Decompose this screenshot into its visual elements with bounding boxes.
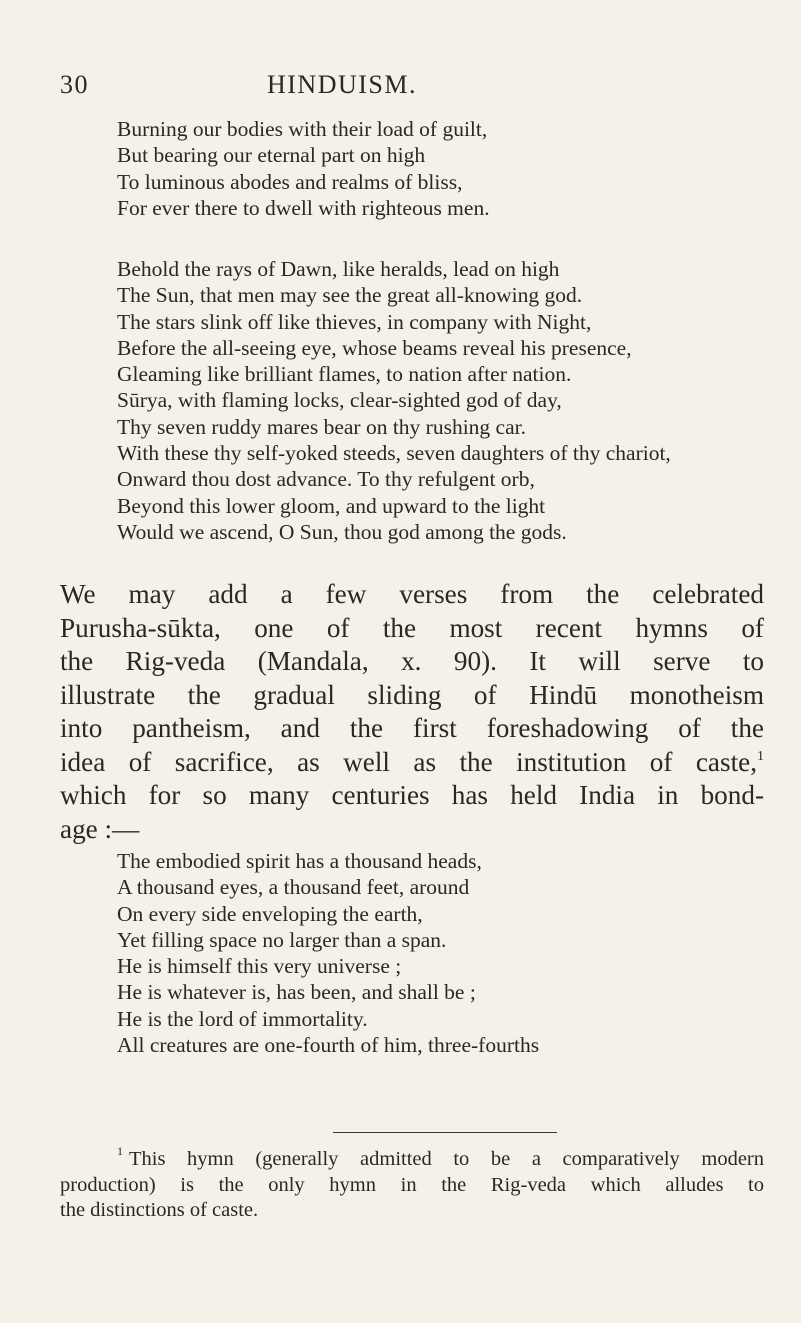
- verse-line: Sūrya, with flaming locks, clear-sighted god of day,: [117, 388, 562, 413]
- verse-line: For ever there to dwell with righteous men.: [117, 195, 490, 220]
- footnote-line: [117, 1144, 764, 1173]
- verse-line: On every side enveloping the earth,: [117, 901, 423, 926]
- footnote-text: This hymn (generally admitted to be a comparatively modern: [129, 1148, 764, 1170]
- paragraph-line: which for so many centuries has held India in bond-: [60, 780, 764, 810]
- footnote-reference[interactable]: 1: [757, 748, 764, 764]
- verse-stanza-1: [117, 116, 490, 221]
- verse-line: He is the lord of immortality.: [117, 1006, 368, 1031]
- verse-line: A thousand eyes, a thousand feet, around: [117, 875, 470, 900]
- verse-line: The stars slink off like thieves, in company with Night,: [117, 309, 592, 334]
- verse-line: Burning our bodies with their load of guilt,: [117, 117, 488, 141]
- paragraph-line-text: idea of sacrifice, as well as the institution of caste,: [60, 746, 757, 777]
- verse-line: To luminous abodes and realms of bliss,: [117, 169, 463, 194]
- footnote-line: the distinctions of caste.: [60, 1199, 259, 1221]
- running-title: HINDUISM.: [267, 70, 417, 99]
- verse-line: The embodied spirit has a thousand heads,: [117, 849, 482, 873]
- verse-line: Thy seven ruddy mares bear on thy rushing car.: [117, 414, 526, 439]
- verse-stanza-2: [117, 256, 671, 545]
- verse-line: Onward thou dost advance. To thy refulgent orb,: [117, 467, 535, 492]
- page-number: 30: [60, 70, 89, 99]
- paragraph-line: into pantheism, and the first foreshadowing of the: [60, 713, 764, 743]
- verse-line: But bearing our eternal part on high: [117, 143, 426, 168]
- footnote-marker: 1: [117, 1144, 123, 1158]
- verse-line: Before the all-seeing eye, whose beams reveal his presence,: [117, 335, 632, 360]
- verse-line: Gleaming like brilliant flames, to nation after nation.: [117, 362, 572, 387]
- verse-line: Beyond this lower gloom, and upward to the light: [117, 493, 546, 518]
- paragraph-line: age :—: [60, 813, 140, 844]
- verse-line: Yet filling space no larger than a span.: [117, 927, 447, 952]
- footnote: [60, 1144, 764, 1224]
- verse-line: Would we ascend, O Sun, thou god among the gods.: [117, 519, 567, 544]
- paragraph-line: Purusha-sūkta, one of the most recent hymns of: [60, 612, 764, 643]
- paragraph-line-with-footnote: [60, 746, 764, 780]
- verse-stanza-3: [117, 848, 539, 1058]
- paragraph-line: illustrate the gradual sliding of Hindū monotheism: [60, 679, 764, 710]
- paragraph-line: We may add a few verses from the celebrated: [60, 579, 764, 609]
- footnote-line: production) is the only hymn in the Rig-veda which alludes to: [60, 1173, 764, 1196]
- verse-line: He is himself this very universe ;: [117, 954, 402, 979]
- body-paragraph: [60, 578, 764, 846]
- verse-line: He is whatever is, has been, and shall be ;: [117, 980, 476, 1005]
- verse-line: With these thy self-yoked steeds, seven daughters of thy chariot,: [117, 441, 671, 466]
- verse-line: Behold the rays of Dawn, like heralds, lead on high: [117, 257, 560, 281]
- verse-line: All creatures are one-fourth of him, three-fourths: [117, 1033, 540, 1058]
- footnote-divider: [333, 1132, 557, 1133]
- verse-line: The Sun, that men may see the great all-knowing god.: [117, 283, 583, 308]
- paragraph-line: the Rig-veda (Mandala, x. 90). It will serve to: [60, 646, 764, 676]
- page-header: [60, 70, 560, 110]
